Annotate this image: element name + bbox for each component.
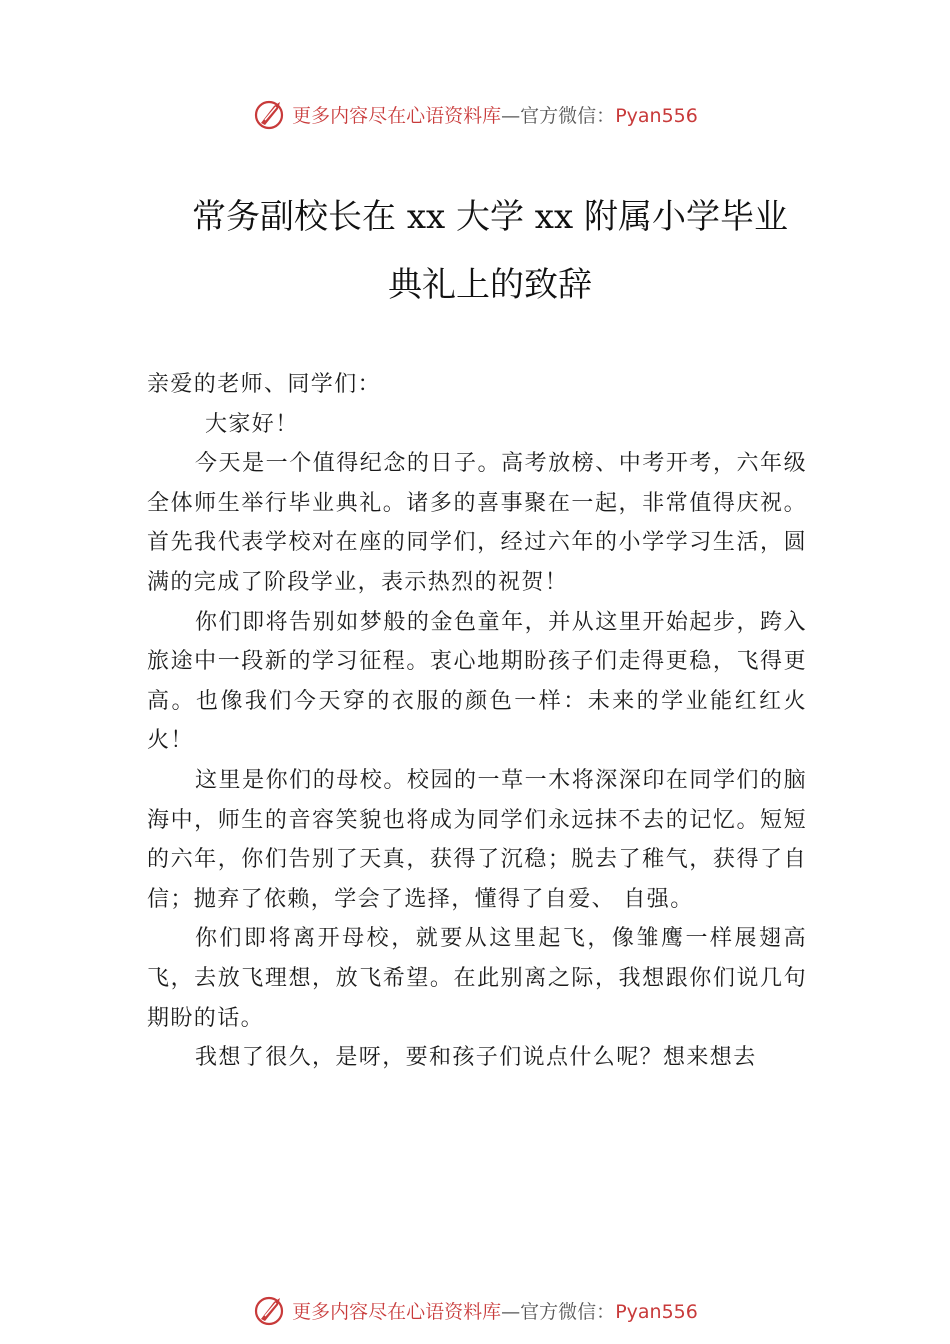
paragraph-1: 今天是一个值得纪念的日子。高考放榜、中考开考，六年级全体师生举行毕业典礼。诸多的喜事聚在一起，非常值得庆祝。首先我代表学校对在座的同学们，经过六年的小学学习生活，圆满的完成了阶段学业，表示热烈的祝贺！: [147, 451, 807, 595]
paragraph-4: 你们即将离开母校，就要从这里起飞，像雏鹰一样展翅高飞，去放飞理想，放飞希望。在此别离之际，我想跟你们说几句期盼的话。: [147, 926, 807, 1031]
pen-nib-logo-icon: [252, 96, 288, 132]
footer-banner: [0, 1288, 950, 1332]
brand-separator: —官方微信：: [501, 1300, 616, 1323]
document-title-line-1: 常务副校长在 xx 大学 xx 附属小学毕业: [192, 197, 788, 237]
paragraph-2: 你们即将告别如梦般的金色童年，并从这里开始起步，跨入旅途中一段新的学习征程。衷心地期盼孩子们走得更稳，飞得更高。也像我们今天穿的衣服的颜色一样：未来的学业能红红火火！: [147, 609, 807, 754]
brand-separator: —官方微信：: [501, 104, 616, 127]
header-banner-text: [292, 101, 698, 128]
paragraph-3: 这里是你们的母校。校园的一草一木将深深印在同学们的脑海中，师生的音容笑貌也将成为同学们永远抹不去的记忆。短短的六年，你们告别了天真，获得了沉稳；脱去了稚气，获得了自信；抛弃了依赖，学会了选择，懂得了自爱、 自强。: [147, 767, 807, 912]
footer-banner-text: [292, 1297, 698, 1324]
salutation: 亲爱的老师、同学们：: [147, 372, 382, 397]
header-banner: [0, 92, 950, 136]
brand-text: 更多内容尽在心语资料库: [292, 104, 502, 127]
paragraph-5: 我想了很久，是呀，要和孩子们说点什么呢？想来想去: [195, 1045, 757, 1071]
wechat-id: Pyan556: [615, 104, 698, 127]
wechat-id: Pyan556: [615, 1300, 698, 1323]
greeting: 大家好！: [205, 411, 299, 437]
brand-text: 更多内容尽在心语资料库: [292, 1300, 502, 1323]
document-title-line-2: 典礼上的致辞: [388, 265, 592, 305]
footer-banner-inner: [252, 1292, 698, 1328]
document-body: [147, 365, 807, 1078]
pen-nib-logo-icon: [252, 1292, 288, 1328]
header-banner-inner: [252, 96, 698, 132]
